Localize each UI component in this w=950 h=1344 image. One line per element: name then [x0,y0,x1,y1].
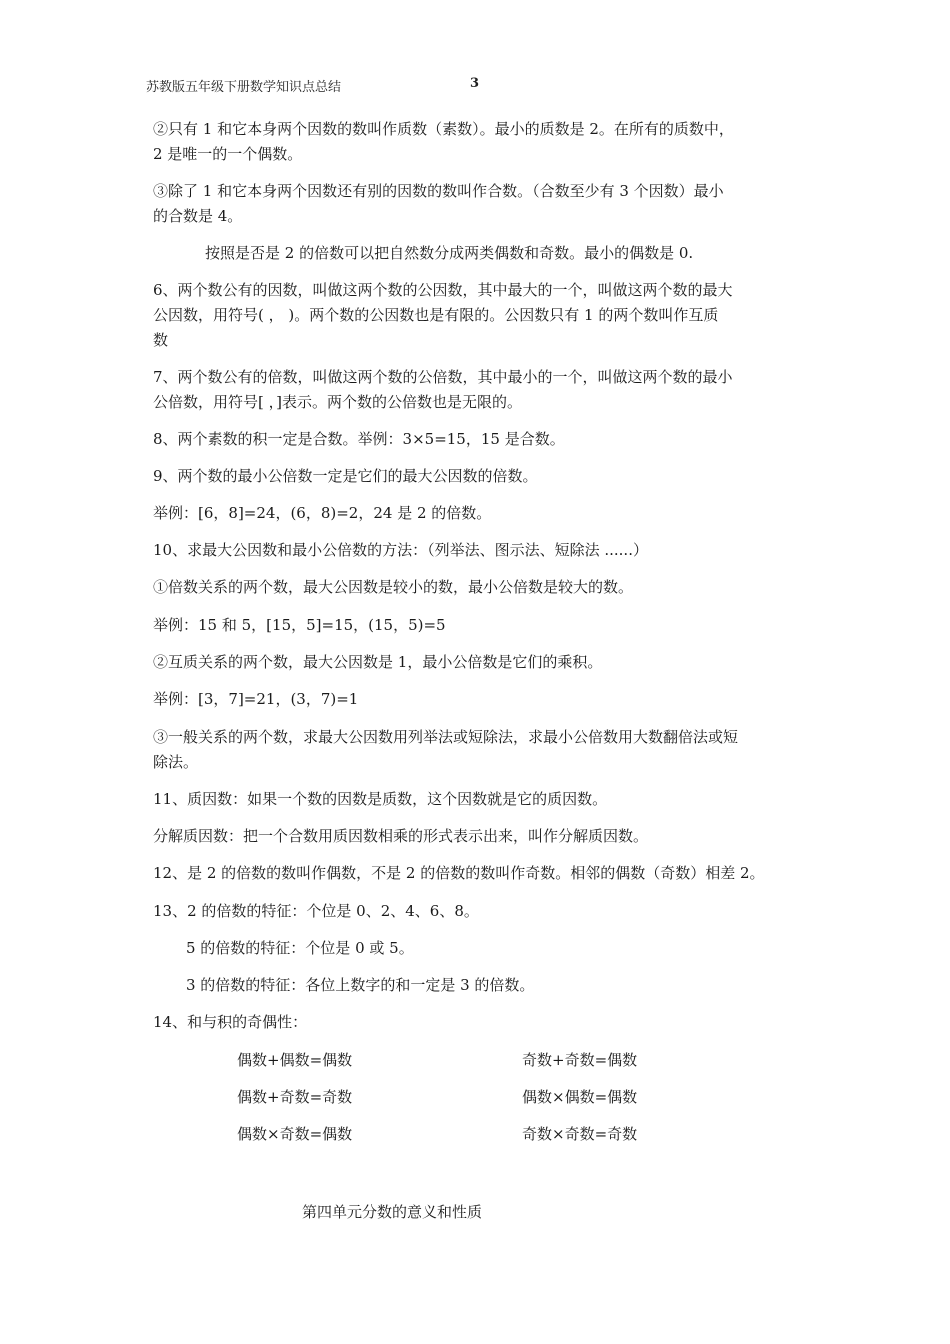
text-line: 分解质因数：把一个合数用质因数相乘的形式表示出来，叫作分解质因数。 [153,827,649,845]
text-line: ②互质关系的两个数，最大公因数是 1，最小公倍数是它们的乘积。 [153,653,603,671]
text-line: 13、2 的倍数的特征：个位是 0、2、4、6、8。 [153,902,479,920]
text-line: ①倍数关系的两个数，最大公因数是较小的数，最小公倍数是较大的数。 [153,578,634,596]
text-line: 举例：15 和 5，[15，5]=15，(15，5)=5 [153,616,446,634]
text-line: 3 的倍数的特征：各位上数字的和一定是 3 的倍数。 [186,976,535,994]
text-line: 10、求最大公因数和最小公倍数的方法：（列举法、图示法、短除法 ......） [153,541,648,559]
text-line: ③一般关系的两个数，求最大公因数用列举法或短除法，求最小公倍数用大数翻倍法或短 [153,728,739,746]
text-line: 的合数是 4。 [153,207,243,225]
text-line: 12、是 2 的倍数的数叫作偶数，不是 2 的倍数的数叫作奇数。相邻的偶数（奇数）相差 2。 [153,864,765,882]
text-line: ②只有 1 和它本身两个因数的数叫作质数（素数）。最小的质数是 2。在所有的质数中， [153,120,734,138]
text-line: 除法。 [153,753,199,771]
text-line: 2 是唯一的一个偶数。 [153,145,303,163]
text-line: 14、和与积的奇偶性： [153,1013,308,1031]
text-line: ③除了 1 和它本身两个因数还有别的因数的数叫作合数。（合数至少有 3 个因数）最小 [153,182,724,200]
text-line: 公倍数，用符号[ ，]表示。两个数的公倍数也是无限的。 [153,393,522,411]
text-line: 公因数，用符号( ， )。两个数的公因数也是有限的。公因数只有 1 的两个数叫作互质 [153,306,719,324]
running-header: 苏教版五年级下册数学知识点总结 [146,80,342,95]
text-line: 7、两个数公有的倍数，叫做这两个数的公倍数，其中最小的一个，叫做这两个数的最小 [153,368,733,386]
parity-rule: 偶数×偶数=偶数 [522,1088,638,1106]
text-line: 11、质因数：如果一个数的因数是质数，这个因数就是它的质因数。 [153,790,608,808]
text-line: 9、两个数的最小公倍数一定是它们的最大公因数的倍数。 [153,467,538,485]
parity-rule: 偶数+偶数=偶数 [237,1051,353,1069]
parity-rule: 偶数+奇数=奇数 [237,1088,353,1106]
section-title: 第四单元分数的意义和性质 [302,1203,483,1221]
text-line: 数 [153,331,169,349]
text-line: 8、两个素数的积一定是合数。举例：3×5=15，15 是合数。 [153,430,565,448]
page-number: 3 [470,76,480,91]
parity-rule: 奇数×奇数=奇数 [522,1125,638,1143]
text-line: 5 的倍数的特征：个位是 0 或 5。 [186,939,414,957]
text-line: 6、两个数公有的因数，叫做这两个数的公因数，其中最大的一个，叫做这两个数的最大 [153,281,733,299]
text-line: 举例：[6，8]=24，(6，8)=2，24 是 2 的倍数。 [153,504,492,522]
text-line: 举例：[3，7]=21，(3，7)=1 [153,690,359,708]
parity-rule: 奇数+奇数=偶数 [522,1051,638,1069]
parity-rule: 偶数×奇数=偶数 [237,1125,353,1143]
text-line: 按照是否是 2 的倍数可以把自然数分成两类偶数和奇数。最小的偶数是 0. [205,244,694,262]
